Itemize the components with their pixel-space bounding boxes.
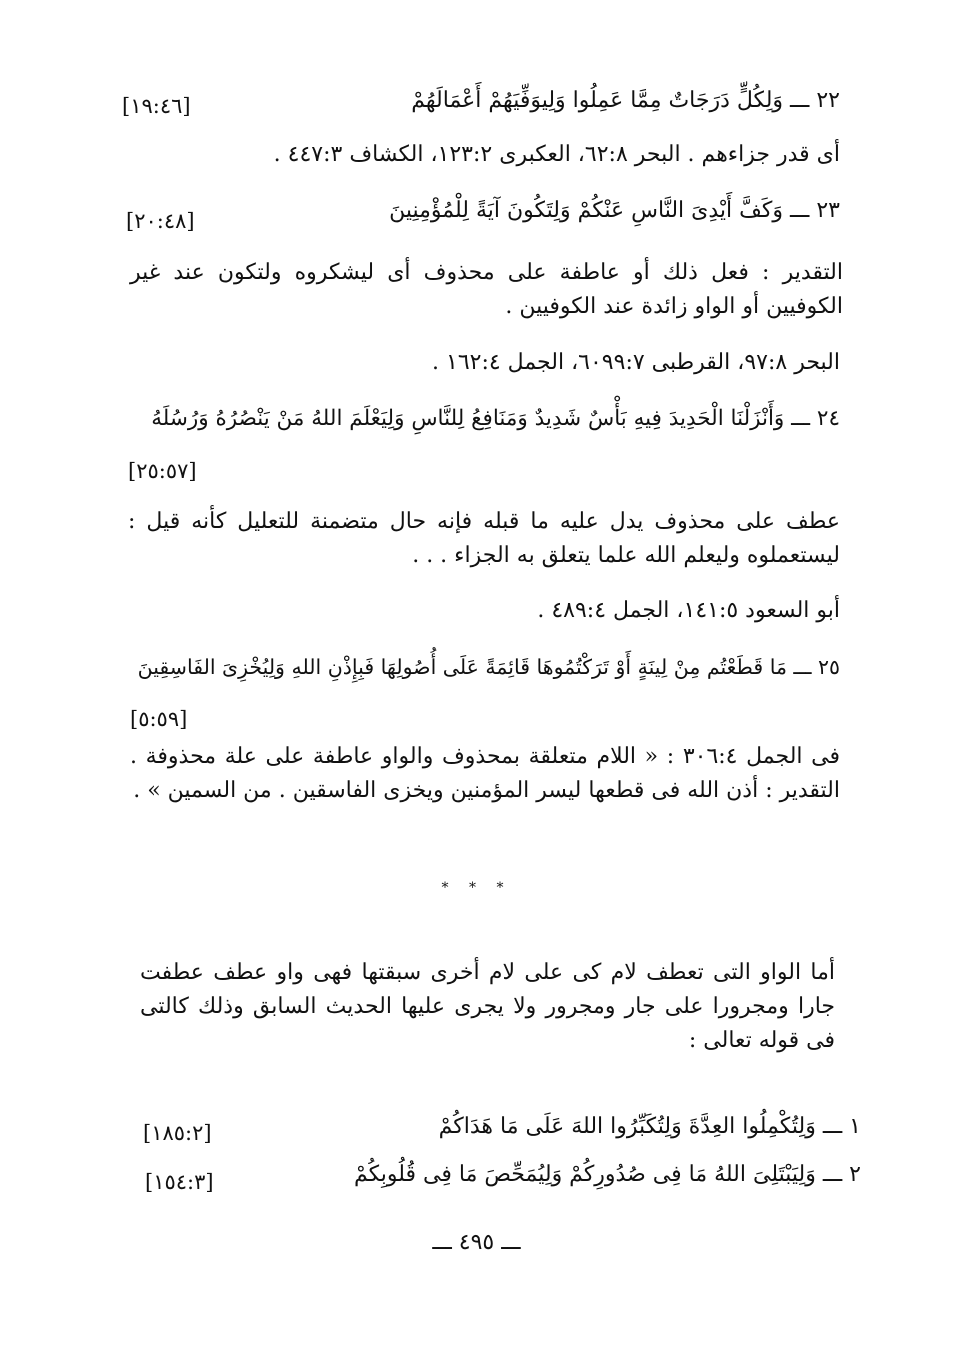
verse-ref-25: [٥:٥٩] — [130, 707, 188, 731]
note-24-sources: أبو السعود ١٤١:٥، الجمل ٤٨٩:٤ . — [537, 598, 840, 623]
page-number: ـــ ٤٩٥ ـــ — [432, 1230, 521, 1255]
verse-ref-22: [١٩:٤٦] — [122, 94, 191, 118]
verse-24: ٢٤ ـــ وَأَنْزَلْنَا الْحَدِيدَ فِيهِ بَأْسٌ شَدِيدٌ وَمَنَافِعُ لِلنَّاسِ وَلِيَعْلَمَ اللهُ مَنْ يَنْصُرُهُ وَرُسُلَهُ — [151, 406, 840, 431]
note-24-explanation: عطف على محذوف يدل عليه ما قبله فإنه حال متضمنة للتعليل كأنه قيل : ليستعملوه وليعلم الله علما يتعلق به الجزاء . . . — [128, 509, 840, 568]
note-22: أى قدر جزاءهم . البحر ٦٢:٨، العكبرى ١٢٣:٢، الكشاف ٤٤٧:٣ . — [273, 142, 840, 167]
note-23-sources: البحر ٩٧:٨، القرطبى ٦٠٩٩:٧، الجمل ١٦٢:٤ . — [432, 350, 840, 375]
verse-23: ٢٣ ـــ وَكَفَّ أَيْدِىَ النَّاسِ عَنْكُمْ وَلِتَكُونَ آيَةً لِلْمُؤْمِنِينَ — [389, 198, 840, 223]
verse-ref-24: [٢٥:٥٧] — [128, 459, 197, 483]
note-25: فى الجمل ٣٠٦:٤ : « اللام متعلقة بمحذوف والواو عاطفة على علة محذوفة . التقدير : أذن الله فى قطعها ليسر المؤمنين ويخزى الفاسقين . من السمين » . — [130, 744, 841, 803]
verse-ref-23: [٢٠:٤٨] — [126, 209, 195, 233]
section-separator: * * * — [441, 880, 512, 896]
note-23-explanation: التقدير : فعل ذلك أو عاطفة على محذوف أى ليشكروه ولتكون عند غير الكوفيين أو الواو زائدة عند الكوفيين . — [130, 260, 843, 319]
example-2-ref: [١٥٤:٣] — [145, 1170, 214, 1194]
example-1-ref: [١٨٥:٢] — [143, 1121, 212, 1145]
verse-22: ٢٢ ـــ وَلِكُلٍّ دَرَجَاتٌ مِمَّا عَمِلُوا وَلِيوَفِّيَهُمْ أَعْمَالَهُمْ — [411, 88, 840, 113]
verse-25: ٢٥ ـــ مَا قَطَعْتُم مِنْ لِينَةٍ أَوْ تَرَكْتُمُوهَا قَائِمَةً عَلَى أُصُولِهَا فَبِإِذْنِ اللهِ وَلِيُخْزِىَ الفَاسِقِينَ — [137, 655, 840, 679]
example-1-verse: ١ ـــ وَلِتُكْمِلُوا العِدَّةَ وَلِتُكَبِّرُوا اللهَ عَلَى مَا هَدَاكُمْ — [438, 1114, 861, 1139]
example-2-verse: ٢ ـــ وَلِيَبْتَلِىَ اللهُ مَا فِى صُدُورِكُمْ وَلِيُمَحِّصَ مَا فِى قُلُوبِكُمْ — [353, 1162, 861, 1187]
intro-paragraph: أما الواو التى تعطف لام كى على لام أخرى سبقتها فهى واو عطف عطفت جارا ومجرورا على جار ومجرور ولا يجرى عليها الحديث السابق وذلك كالتى فى قوله تعالى : — [140, 960, 835, 1053]
